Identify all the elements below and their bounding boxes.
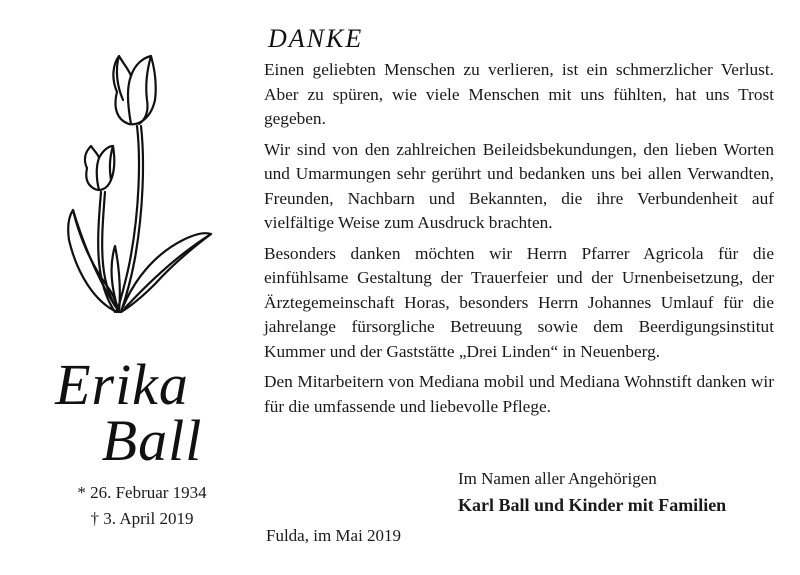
signature-names: Karl Ball und Kinder mit Familien xyxy=(458,495,727,515)
deceased-last-name: Ball xyxy=(101,408,203,473)
left-column xyxy=(0,0,240,575)
tulip-icon xyxy=(55,40,215,330)
place-date: Fulda, im Mai 2019 xyxy=(266,526,402,545)
signature-intro: Im Namen aller Angehörigen xyxy=(458,469,657,488)
life-dates xyxy=(42,480,242,532)
signature-block xyxy=(458,467,778,519)
thank-you-text xyxy=(264,24,774,425)
paragraph-4: Den Mitarbeitern von Mediana mobil und Mediana Wohnstift danken wir für die umfassende und liebevolle Pflege. xyxy=(264,372,774,416)
paragraph-3: Besonders danken möchten wir Herrn Pfarrer Agricola für die einfühlsame Gestaltung der Trauerfeier und der Urnenbeisetzung, der Ärztegemeinschaft Horas, besonders Herrn Johannes Umlauf für die jahrelange fürsorgliche Betreuung sowie dem Beerdigungsinstitut Kummer und der Gaststätte „Drei Linden“ in Neuenberg. xyxy=(264,243,774,361)
heading: DANKE xyxy=(268,24,364,53)
deceased-first-name: Erika xyxy=(55,352,189,417)
paragraph-2: Wir sind von den zahlreichen Beileidsbekundungen, den lieben Worten und Umarmungen sehr gerührt und bedanken uns bei allen Verwandten, Freunden, Nachbarn und Bekannten, die ihre Verbundenheit auf vielfältige Weise zum Ausdruck brachten. xyxy=(264,139,774,232)
death-date: † 3. April 2019 xyxy=(90,509,194,528)
birth-date: * 26. Februar 1934 xyxy=(77,483,207,502)
paragraph-1: Einen geliebten Menschen zu verlieren, ist ein schmerzlicher Verlust. Aber zu spüren, wie viele Menschen mit uns fühlten, hat uns Trost gegeben. xyxy=(264,60,774,128)
